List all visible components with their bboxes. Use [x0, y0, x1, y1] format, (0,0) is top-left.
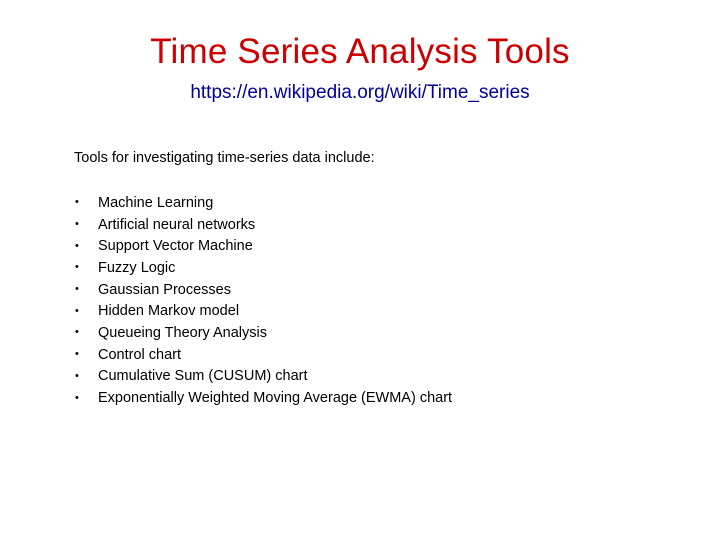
list-item — [74, 257, 452, 279]
bullet-icon: • — [75, 326, 79, 339]
list-item-label: Artificial neural networks — [98, 216, 256, 233]
list-item-label: Machine Learning — [98, 194, 214, 211]
list-item-label: Gaussian Processes — [98, 281, 231, 298]
bullet-icon: • — [75, 369, 79, 382]
bullet-icon: • — [75, 283, 79, 296]
list-item — [74, 387, 452, 409]
list-item-label: Hidden Markov model — [98, 303, 240, 320]
list-item — [74, 279, 452, 301]
list-item — [74, 344, 452, 366]
bullet-icon: • — [75, 196, 79, 209]
list-item — [74, 366, 452, 388]
list-item-label: Queueing Theory Analysis — [98, 324, 268, 341]
bullet-icon: • — [75, 391, 79, 404]
bullet-icon: • — [75, 348, 79, 361]
source-link[interactable]: https://en.wikipedia.org/wiki/Time_series — [190, 82, 530, 103]
slide-title: Time Series Analysis Tools — [150, 32, 570, 71]
list-item — [74, 235, 452, 257]
bullet-icon: • — [75, 304, 79, 317]
list-item-label: Support Vector Machine — [98, 238, 253, 255]
list-item — [74, 214, 452, 236]
intro-text: Tools for investigating time-series data include: — [74, 150, 375, 166]
list-item — [74, 192, 452, 214]
list-item-label: Fuzzy Logic — [98, 259, 176, 276]
bullet-icon: • — [75, 239, 79, 252]
tools-list — [74, 192, 452, 409]
list-item — [74, 300, 452, 322]
bullet-icon: • — [75, 261, 79, 274]
bullet-icon: • — [75, 218, 79, 231]
list-item-label: Cumulative Sum (CUSUM) chart — [98, 368, 308, 385]
list-item — [74, 322, 452, 344]
list-item-label: Exponentially Weighted Moving Average (EWMA) chart — [98, 390, 453, 407]
list-item-label: Control chart — [98, 346, 182, 363]
